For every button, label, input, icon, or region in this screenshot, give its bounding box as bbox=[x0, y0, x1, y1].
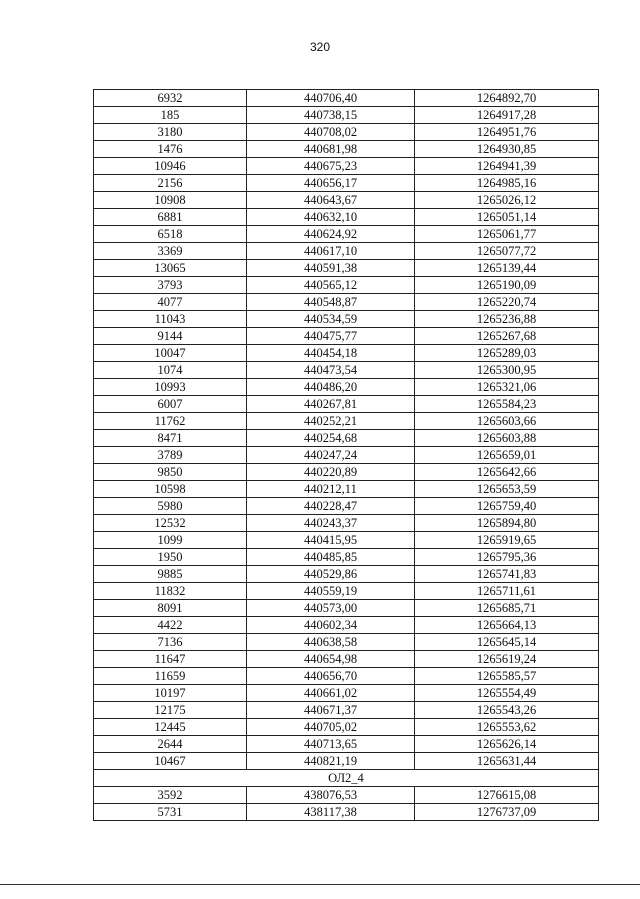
x-coordinate-cell: 438076,53 bbox=[247, 787, 415, 804]
y-coordinate-cell: 1265300,95 bbox=[415, 362, 599, 379]
table-row bbox=[94, 175, 599, 192]
table-row bbox=[94, 736, 599, 753]
point-number-cell: 12175 bbox=[94, 702, 247, 719]
point-number-cell: 9144 bbox=[94, 328, 247, 345]
x-coordinate-cell: 440485,85 bbox=[247, 549, 415, 566]
x-coordinate-cell: 440529,86 bbox=[247, 566, 415, 583]
point-number-cell: 9885 bbox=[94, 566, 247, 583]
table-row bbox=[94, 124, 599, 141]
point-number-cell: 4422 bbox=[94, 617, 247, 634]
x-coordinate-cell: 440602,34 bbox=[247, 617, 415, 634]
table-row bbox=[94, 243, 599, 260]
y-coordinate-cell: 1265061,77 bbox=[415, 226, 599, 243]
point-number-cell: 2156 bbox=[94, 175, 247, 192]
coordinates-table bbox=[93, 89, 599, 821]
x-coordinate-cell: 440486,20 bbox=[247, 379, 415, 396]
x-coordinate-cell: 440617,10 bbox=[247, 243, 415, 260]
table-row bbox=[94, 90, 599, 107]
point-number-cell: 3789 bbox=[94, 447, 247, 464]
y-coordinate-cell: 1265220,74 bbox=[415, 294, 599, 311]
x-coordinate-cell: 440220,89 bbox=[247, 464, 415, 481]
y-coordinate-cell: 1265236,88 bbox=[415, 311, 599, 328]
x-coordinate-cell: 440267,81 bbox=[247, 396, 415, 413]
table-row bbox=[94, 141, 599, 158]
y-coordinate-cell: 1265289,03 bbox=[415, 345, 599, 362]
point-number-cell: 10993 bbox=[94, 379, 247, 396]
y-coordinate-cell: 1264941,39 bbox=[415, 158, 599, 175]
page-number: 320 bbox=[309, 40, 331, 54]
x-coordinate-cell: 440212,11 bbox=[247, 481, 415, 498]
y-coordinate-cell: 1265741,83 bbox=[415, 566, 599, 583]
y-coordinate-cell: 1265894,80 bbox=[415, 515, 599, 532]
y-coordinate-cell: 1276615,08 bbox=[415, 787, 599, 804]
point-number-cell: 10598 bbox=[94, 481, 247, 498]
page-bottom-rule bbox=[0, 884, 640, 885]
x-coordinate-cell: 440671,37 bbox=[247, 702, 415, 719]
table-row bbox=[94, 702, 599, 719]
y-coordinate-cell: 1276737,09 bbox=[415, 804, 599, 821]
table-row bbox=[94, 430, 599, 447]
y-coordinate-cell: 1265664,13 bbox=[415, 617, 599, 634]
y-coordinate-cell: 1265051,14 bbox=[415, 209, 599, 226]
table-row bbox=[94, 192, 599, 209]
table-row bbox=[94, 617, 599, 634]
x-coordinate-cell: 438117,38 bbox=[247, 804, 415, 821]
x-coordinate-cell: 440243,37 bbox=[247, 515, 415, 532]
x-coordinate-cell: 440708,02 bbox=[247, 124, 415, 141]
x-coordinate-cell: 440534,59 bbox=[247, 311, 415, 328]
table-row bbox=[94, 362, 599, 379]
table-row bbox=[94, 566, 599, 583]
table-row bbox=[94, 600, 599, 617]
y-coordinate-cell: 1265603,66 bbox=[415, 413, 599, 430]
table-row bbox=[94, 549, 599, 566]
table-row bbox=[94, 719, 599, 736]
y-coordinate-cell: 1265653,59 bbox=[415, 481, 599, 498]
x-coordinate-cell: 440632,10 bbox=[247, 209, 415, 226]
point-number-cell: 3180 bbox=[94, 124, 247, 141]
section-label: ОЛ2_4 bbox=[94, 770, 599, 787]
y-coordinate-cell: 1265584,23 bbox=[415, 396, 599, 413]
point-number-cell: 11647 bbox=[94, 651, 247, 668]
y-coordinate-cell: 1264985,16 bbox=[415, 175, 599, 192]
table-row bbox=[94, 226, 599, 243]
x-coordinate-cell: 440713,65 bbox=[247, 736, 415, 753]
point-number-cell: 13065 bbox=[94, 260, 247, 277]
x-coordinate-cell: 440565,12 bbox=[247, 277, 415, 294]
table-row bbox=[94, 685, 599, 702]
y-coordinate-cell: 1265619,24 bbox=[415, 651, 599, 668]
table-row bbox=[94, 413, 599, 430]
table-row bbox=[94, 668, 599, 685]
table-row bbox=[94, 787, 599, 804]
point-number-cell: 12532 bbox=[94, 515, 247, 532]
point-number-cell: 10946 bbox=[94, 158, 247, 175]
x-coordinate-cell: 440591,38 bbox=[247, 260, 415, 277]
table-row bbox=[94, 498, 599, 515]
table-row bbox=[94, 651, 599, 668]
y-coordinate-cell: 1265585,57 bbox=[415, 668, 599, 685]
x-coordinate-cell: 440681,98 bbox=[247, 141, 415, 158]
y-coordinate-cell: 1265077,72 bbox=[415, 243, 599, 260]
point-number-cell: 6881 bbox=[94, 209, 247, 226]
y-coordinate-cell: 1265759,40 bbox=[415, 498, 599, 515]
y-coordinate-cell: 1265642,66 bbox=[415, 464, 599, 481]
point-number-cell: 9850 bbox=[94, 464, 247, 481]
x-coordinate-cell: 440573,00 bbox=[247, 600, 415, 617]
table-row bbox=[94, 209, 599, 226]
point-number-cell: 10908 bbox=[94, 192, 247, 209]
y-coordinate-cell: 1265795,36 bbox=[415, 549, 599, 566]
y-coordinate-cell: 1265659,01 bbox=[415, 447, 599, 464]
coordinates-table-body bbox=[94, 90, 599, 821]
y-coordinate-cell: 1265645,14 bbox=[415, 634, 599, 651]
y-coordinate-cell: 1265554,49 bbox=[415, 685, 599, 702]
x-coordinate-cell: 440738,15 bbox=[247, 107, 415, 124]
table-row bbox=[94, 634, 599, 651]
x-coordinate-cell: 440705,02 bbox=[247, 719, 415, 736]
y-coordinate-cell: 1265626,14 bbox=[415, 736, 599, 753]
y-coordinate-cell: 1265685,71 bbox=[415, 600, 599, 617]
point-number-cell: 2644 bbox=[94, 736, 247, 753]
table-row bbox=[94, 396, 599, 413]
x-coordinate-cell: 440254,68 bbox=[247, 430, 415, 447]
x-coordinate-cell: 440624,92 bbox=[247, 226, 415, 243]
x-coordinate-cell: 440415,95 bbox=[247, 532, 415, 549]
x-coordinate-cell: 440675,23 bbox=[247, 158, 415, 175]
point-number-cell: 11762 bbox=[94, 413, 247, 430]
x-coordinate-cell: 440228,47 bbox=[247, 498, 415, 515]
table-row bbox=[94, 583, 599, 600]
x-coordinate-cell: 440252,21 bbox=[247, 413, 415, 430]
table-row bbox=[94, 447, 599, 464]
point-number-cell: 10047 bbox=[94, 345, 247, 362]
x-coordinate-cell: 440643,67 bbox=[247, 192, 415, 209]
point-number-cell: 4077 bbox=[94, 294, 247, 311]
point-number-cell: 6007 bbox=[94, 396, 247, 413]
x-coordinate-cell: 440548,87 bbox=[247, 294, 415, 311]
table-row bbox=[94, 379, 599, 396]
y-coordinate-cell: 1264917,28 bbox=[415, 107, 599, 124]
x-coordinate-cell: 440656,70 bbox=[247, 668, 415, 685]
table-row bbox=[94, 753, 599, 770]
point-number-cell: 3369 bbox=[94, 243, 247, 260]
point-number-cell: 11659 bbox=[94, 668, 247, 685]
y-coordinate-cell: 1265543,26 bbox=[415, 702, 599, 719]
point-number-cell: 10197 bbox=[94, 685, 247, 702]
y-coordinate-cell: 1265919,65 bbox=[415, 532, 599, 549]
point-number-cell: 3592 bbox=[94, 787, 247, 804]
x-coordinate-cell: 440654,98 bbox=[247, 651, 415, 668]
table-row bbox=[94, 311, 599, 328]
point-number-cell: 7136 bbox=[94, 634, 247, 651]
table-row bbox=[94, 294, 599, 311]
point-number-cell: 1950 bbox=[94, 549, 247, 566]
table-row bbox=[94, 532, 599, 549]
table-row bbox=[94, 107, 599, 124]
table-row bbox=[94, 277, 599, 294]
y-coordinate-cell: 1264892,70 bbox=[415, 90, 599, 107]
point-number-cell: 3793 bbox=[94, 277, 247, 294]
y-coordinate-cell: 1265603,88 bbox=[415, 430, 599, 447]
x-coordinate-cell: 440247,24 bbox=[247, 447, 415, 464]
table-row bbox=[94, 481, 599, 498]
table-row bbox=[94, 328, 599, 345]
point-number-cell: 185 bbox=[94, 107, 247, 124]
point-number-cell: 11043 bbox=[94, 311, 247, 328]
y-coordinate-cell: 1264930,85 bbox=[415, 141, 599, 158]
x-coordinate-cell: 440656,17 bbox=[247, 175, 415, 192]
x-coordinate-cell: 440638,58 bbox=[247, 634, 415, 651]
y-coordinate-cell: 1265321,06 bbox=[415, 379, 599, 396]
y-coordinate-cell: 1265139,44 bbox=[415, 260, 599, 277]
coordinates-table-container bbox=[93, 89, 597, 821]
x-coordinate-cell: 440473,54 bbox=[247, 362, 415, 379]
x-coordinate-cell: 440661,02 bbox=[247, 685, 415, 702]
point-number-cell: 8471 bbox=[94, 430, 247, 447]
y-coordinate-cell: 1264951,76 bbox=[415, 124, 599, 141]
x-coordinate-cell: 440559,19 bbox=[247, 583, 415, 600]
point-number-cell: 5980 bbox=[94, 498, 247, 515]
table-row bbox=[94, 345, 599, 362]
x-coordinate-cell: 440706,40 bbox=[247, 90, 415, 107]
table-row bbox=[94, 515, 599, 532]
x-coordinate-cell: 440475,77 bbox=[247, 328, 415, 345]
y-coordinate-cell: 1265267,68 bbox=[415, 328, 599, 345]
y-coordinate-cell: 1265026,12 bbox=[415, 192, 599, 209]
point-number-cell: 10467 bbox=[94, 753, 247, 770]
point-number-cell: 5731 bbox=[94, 804, 247, 821]
point-number-cell: 1074 bbox=[94, 362, 247, 379]
point-number-cell: 11832 bbox=[94, 583, 247, 600]
y-coordinate-cell: 1265553,62 bbox=[415, 719, 599, 736]
point-number-cell: 6932 bbox=[94, 90, 247, 107]
table-row bbox=[94, 804, 599, 821]
x-coordinate-cell: 440454,18 bbox=[247, 345, 415, 362]
table-row bbox=[94, 260, 599, 277]
point-number-cell: 8091 bbox=[94, 600, 247, 617]
point-number-cell: 1099 bbox=[94, 532, 247, 549]
point-number-cell: 12445 bbox=[94, 719, 247, 736]
x-coordinate-cell: 440821,19 bbox=[247, 753, 415, 770]
table-row bbox=[94, 464, 599, 481]
y-coordinate-cell: 1265711,61 bbox=[415, 583, 599, 600]
point-number-cell: 1476 bbox=[94, 141, 247, 158]
y-coordinate-cell: 1265190,09 bbox=[415, 277, 599, 294]
point-number-cell: 6518 bbox=[94, 226, 247, 243]
y-coordinate-cell: 1265631,44 bbox=[415, 753, 599, 770]
table-row bbox=[94, 158, 599, 175]
section-header-row bbox=[94, 770, 599, 787]
